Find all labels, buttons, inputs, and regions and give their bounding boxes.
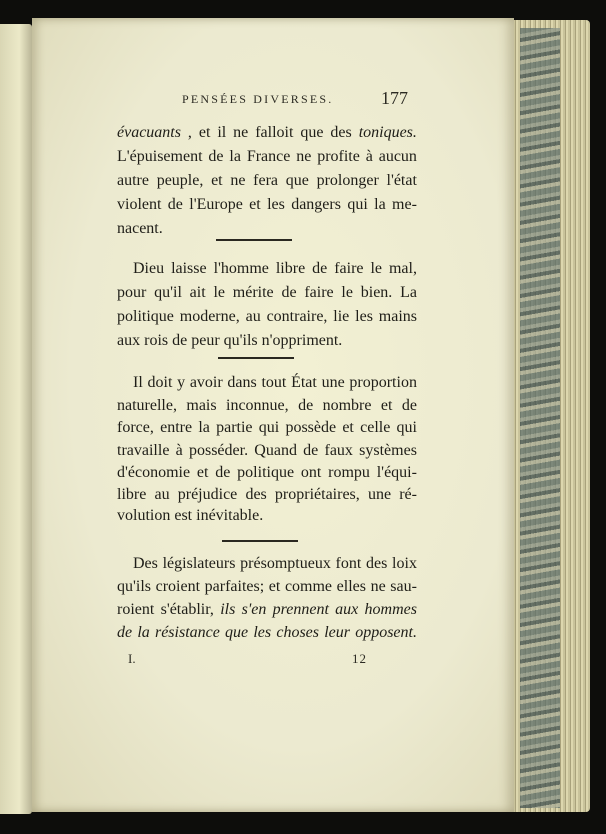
word: des [366,555,388,572]
italic-word: leur [324,624,350,641]
word: pour [117,284,147,301]
word: qui [347,196,368,213]
word: le [370,260,382,277]
word: le [213,284,225,301]
word: violent [117,196,162,213]
word: proportion [349,374,417,391]
word: faire [304,284,334,301]
word: profite [317,148,360,165]
word: tout [261,374,287,391]
word: qu'il [154,284,182,301]
word: propriétaires, [274,486,360,503]
word: n'oppriment. [261,332,343,349]
text-line [133,259,417,279]
italic-word: ils [220,601,236,618]
word: ne [233,124,249,141]
word: travaille [117,442,170,459]
text-line [117,600,417,620]
word: les [355,308,373,325]
text-line [117,623,417,643]
section-divider [222,540,298,542]
text-line [117,123,417,143]
word: État [291,374,317,391]
italic-word: aux [335,601,359,618]
word: l'homme [213,260,269,277]
word: ont [300,464,322,481]
text-line [117,307,417,327]
signature-volume: I. [128,651,136,666]
italic-word: hommes [364,601,417,618]
word: nombre [322,397,372,414]
word: possède [285,419,337,436]
word: des [245,486,267,503]
italic-word: évacuants [117,124,181,141]
word: au [154,486,170,503]
word: libre [117,486,147,503]
word: de [167,196,183,213]
word: loix [392,555,417,572]
word: faux [324,442,353,459]
word: aucun [378,148,417,165]
word: croient [155,578,201,595]
text-line [117,171,417,191]
word: aux [117,332,145,349]
word: force, [117,419,154,436]
word: les [267,196,285,213]
word: des [330,124,352,141]
text-line [117,283,417,303]
italic-word: opposent. [355,624,417,641]
word: ait [189,284,206,301]
section-divider [216,239,292,241]
word: et [196,464,209,481]
word: que [300,124,324,141]
word: y [177,374,186,391]
text-line [133,554,417,574]
word: peuple, [156,172,204,189]
text-line [117,506,417,526]
word: peur [191,332,224,349]
word: la [198,419,210,436]
word: le [341,284,353,301]
word: elles [336,578,366,595]
italic-word: prennent [272,601,329,618]
italic-word: les [253,624,272,641]
word: inconnue, [226,397,289,414]
italic-word: que [225,624,249,641]
section-divider [218,357,294,359]
word: qu'ils [117,578,151,595]
word: rompu [328,464,370,481]
word: que [285,172,309,189]
italic-word: résistance [154,624,220,641]
text-line [117,577,417,597]
word: entre [160,419,193,436]
word: sau- [390,578,417,595]
italic-word: choses [276,624,319,641]
word: de [312,260,328,277]
book-page-edges [508,20,590,812]
word: qui [396,419,417,436]
running-head: PENSÉES DIVERSES. [182,92,334,106]
word: naturelle, [117,397,177,414]
word: moderne, [179,308,240,325]
word: avoir [189,374,223,391]
word: partie [216,419,253,436]
word: s'établir, [160,601,214,618]
text-line [133,373,417,393]
word: à [365,148,373,165]
word: Des [133,555,158,572]
text-line [117,463,417,483]
word: mains [378,308,417,325]
word: l'Europe [189,196,243,213]
word: bien. [360,284,393,301]
word: comme [284,578,333,595]
word: qui [258,419,280,436]
italic-word: toniques. [358,124,417,141]
word: Dieu [133,260,165,277]
text-line [117,331,417,351]
word: est [174,507,197,524]
word: me- [392,196,417,213]
word: prolonger [316,172,379,189]
word: ne [230,172,246,189]
word: une [367,486,392,503]
word: roient [117,601,155,618]
facing-page-edge [0,24,32,814]
word: à [175,442,183,459]
word: dangers [291,196,341,213]
word: politique [237,464,295,481]
word: Quand [254,442,297,459]
word: nacent. [117,220,163,237]
word: celle [360,419,391,436]
word: politique [117,308,174,325]
word: faire [334,260,364,277]
word: et [198,124,211,141]
word: de [172,332,192,349]
word: et [268,578,281,595]
word: de [281,284,297,301]
text-line [117,195,417,215]
word: mais [186,397,217,414]
word: ne [370,578,386,595]
word: et [342,419,354,436]
word: France [246,148,291,165]
text-line [117,219,417,239]
page-number: 177 [381,88,408,108]
word: ré- [399,486,417,503]
word: d'économie [117,464,191,481]
word: falloit [255,124,294,141]
word: qu'ils [223,332,262,349]
text-line [117,396,417,416]
word: de [298,397,314,414]
word: contraire, [266,308,328,325]
italic-word: s'en [241,601,267,618]
word: l'état [386,172,417,189]
word: font [335,555,362,572]
italic-word: la [137,624,150,641]
word: volution [117,507,175,524]
word: la [229,148,241,165]
word: législateurs [162,555,236,572]
italic-word: de [117,624,133,641]
word: et [249,196,261,213]
word: systèmes [359,442,417,459]
word: Il [133,374,143,391]
word: de [401,397,417,414]
text-line [117,441,417,461]
word: présomptueux [240,555,331,572]
text-line [117,418,417,438]
signature-gathering: 12 [352,651,367,666]
word: au [245,308,261,325]
word: la [374,196,386,213]
word: L'épuisement [117,148,203,165]
word: parfaites; [204,578,265,595]
word: La [400,284,417,301]
word: mal, [388,260,417,277]
word: il [217,124,227,141]
text-line [117,147,417,167]
word: posséder. [188,442,249,459]
word: de [208,148,224,165]
word: et [211,172,223,189]
word: rois [144,332,173,349]
word: de [303,442,319,459]
word: fera [253,172,279,189]
word: inévitable. [196,507,264,524]
word: doit [147,374,173,391]
word: laisse [171,260,207,277]
text-line [117,485,417,505]
word: de [215,464,231,481]
word: , [187,124,192,141]
word: préjudice [177,486,238,503]
word: autre [117,172,149,189]
word: ne [296,148,312,165]
word: dans [227,374,257,391]
marbled-edge [520,28,560,808]
word: l'équi- [376,464,417,481]
word: libre [275,260,306,277]
word: mérite [232,284,274,301]
word: et [380,397,393,414]
word: une [321,374,345,391]
word: lie [333,308,350,325]
